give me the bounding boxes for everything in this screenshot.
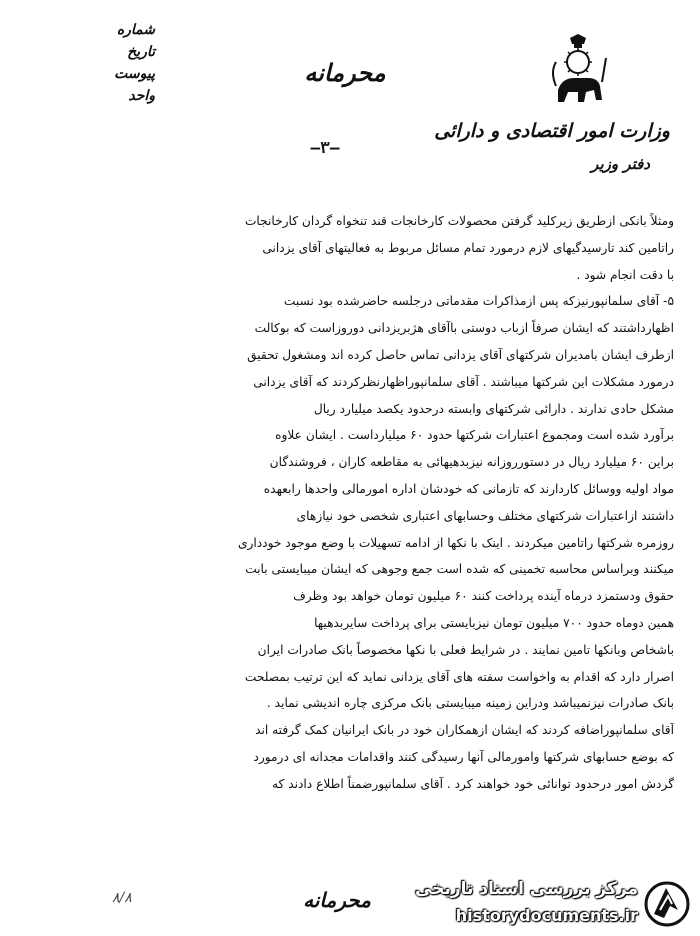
- watermark-persian-text: مرکز بررسی اسناد تاریخی: [415, 879, 638, 899]
- watermark: [404, 876, 696, 934]
- lion-and-sun-emblem-icon: [548, 32, 608, 110]
- body-line: آقای سلمانپوراضافه کردند که ایشان ازهمکاران خود در بانک ایرانیان کمک گرفته اند: [255, 723, 674, 738]
- body-line: میکنند وبراساس محاسبه تخمینی که شده است جمع وجوهی که ایشان میبایستی بابت: [245, 562, 674, 577]
- meta-unit-label: واحد: [128, 88, 155, 104]
- office-name: دفتر وزیر: [591, 155, 650, 173]
- body-line: اظهارداشتند که ایشان صرفاً ازباب دوستی باآقای هژبریزدانی دوروزاست که بوکالت: [254, 321, 674, 336]
- meta-attachment-label: پیوست: [114, 66, 155, 82]
- body-line: همین دوماه حدود ۷۰۰ میلیون تومان نیزبایستی برای پرداخت سایربدهیها: [314, 615, 674, 630]
- body-line: اصرار دارد که اقدام به واخواست سفته های آقای یزدانی نماید که این ترتیب بمصلحت: [244, 669, 674, 684]
- page-number: —۳—: [310, 138, 340, 157]
- body-line: داشتند ازاعتبارات شرکتهای مختلف وحسابهای اعتباری شخصی خود نیازهای: [296, 508, 674, 523]
- body-line: روزمره شرکتها راتامین میکردند . اینک با نکها از ادامه تسهیلات با وضع موجود خودداری: [237, 535, 674, 550]
- confidential-stamp-top: محرمانه: [304, 58, 386, 87]
- letter-body: [34, 208, 674, 798]
- body-line: حقوق ودستمزد درماه آینده پرداخت کنند ۶۰ میلیون تومان خواهد بود وظرف: [293, 589, 674, 604]
- body-line: که بوضع حسابهای شرکتها وامورمالی آنها رسیدگی کنند واقدامات مجدانه ای درمورد: [253, 749, 674, 764]
- document-meta-labels: [80, 22, 155, 110]
- body-line: با دقت انجام شود .: [576, 267, 674, 282]
- body-line: برآورد شده است ومجموع اعتبارات شرکتها حدود ۶۰ میلیارداست . ایشان علاوه: [275, 428, 674, 443]
- handwritten-initials: ۸/۸: [112, 890, 132, 906]
- body-line: مشکل حادی ندارند . دارائی شرکتهای وابسته درحدود یکصد میلیارد ریال: [313, 401, 674, 416]
- meta-number-label: شماره: [116, 22, 155, 38]
- history-documents-logo-icon: [644, 880, 690, 928]
- body-line: راتامین کند تارسیدگیهای لازم درمورد تمام مسائل مربوط به فعالیتهای آقای یزدانی: [262, 240, 674, 255]
- body-line: درمورد مشکلات این شرکتها میباشند . آقای سلمانپوراظهارنظرکردند که آقای یزدانی: [253, 374, 674, 389]
- ministry-name: وزارت امور اقتصادی و دارائی: [434, 120, 670, 142]
- watermark-url-text: historydocuments.ir: [455, 906, 638, 925]
- body-line: ۵- آقای سلمانپورنیزکه پس ازمذاکرات مقدماتی درجلسه حاضرشده بود نسبت: [283, 294, 674, 309]
- body-line: ومثلاً بانکی ازطریق زیرکلید گرفتن محصولات کارخانجات قند تنخواه گردان کارخانجات: [244, 214, 674, 228]
- body-line: براین ۶۰ میلیارد ریال در دستورروزانه نیزبدهیهائی به مقاطعه کاران ، فروشندگان: [269, 455, 674, 470]
- body-line: باشخاص وبانکها تامین نمایند . در شرایط فعلی با نکها مخصوصاً بانک صادرات ایران: [257, 642, 674, 657]
- confidential-stamp-bottom: محرمانه: [303, 888, 371, 912]
- body-line: مواد اولیه ووسائل کاردارند که تازمانی که خودشان اداره امورمالی واحدها رابعهده: [263, 481, 674, 496]
- meta-date-label: تاریخ: [127, 44, 155, 60]
- body-line: ازطرف ایشان بامدیران شرکتهای آقای یزدانی تماس حاصل کرده اند ومشغول تحقیق: [247, 347, 674, 362]
- body-line: گردش امور درحدود توانائی خود خواهند کرد . آقای سلمانپورضمناً اطلاع دادند که: [271, 776, 674, 791]
- body-line: بانک صادرات نیزنمیباشد ودراین زمینه میبایستی بانک مرکزی چاره اندیشی نماید .: [266, 696, 674, 711]
